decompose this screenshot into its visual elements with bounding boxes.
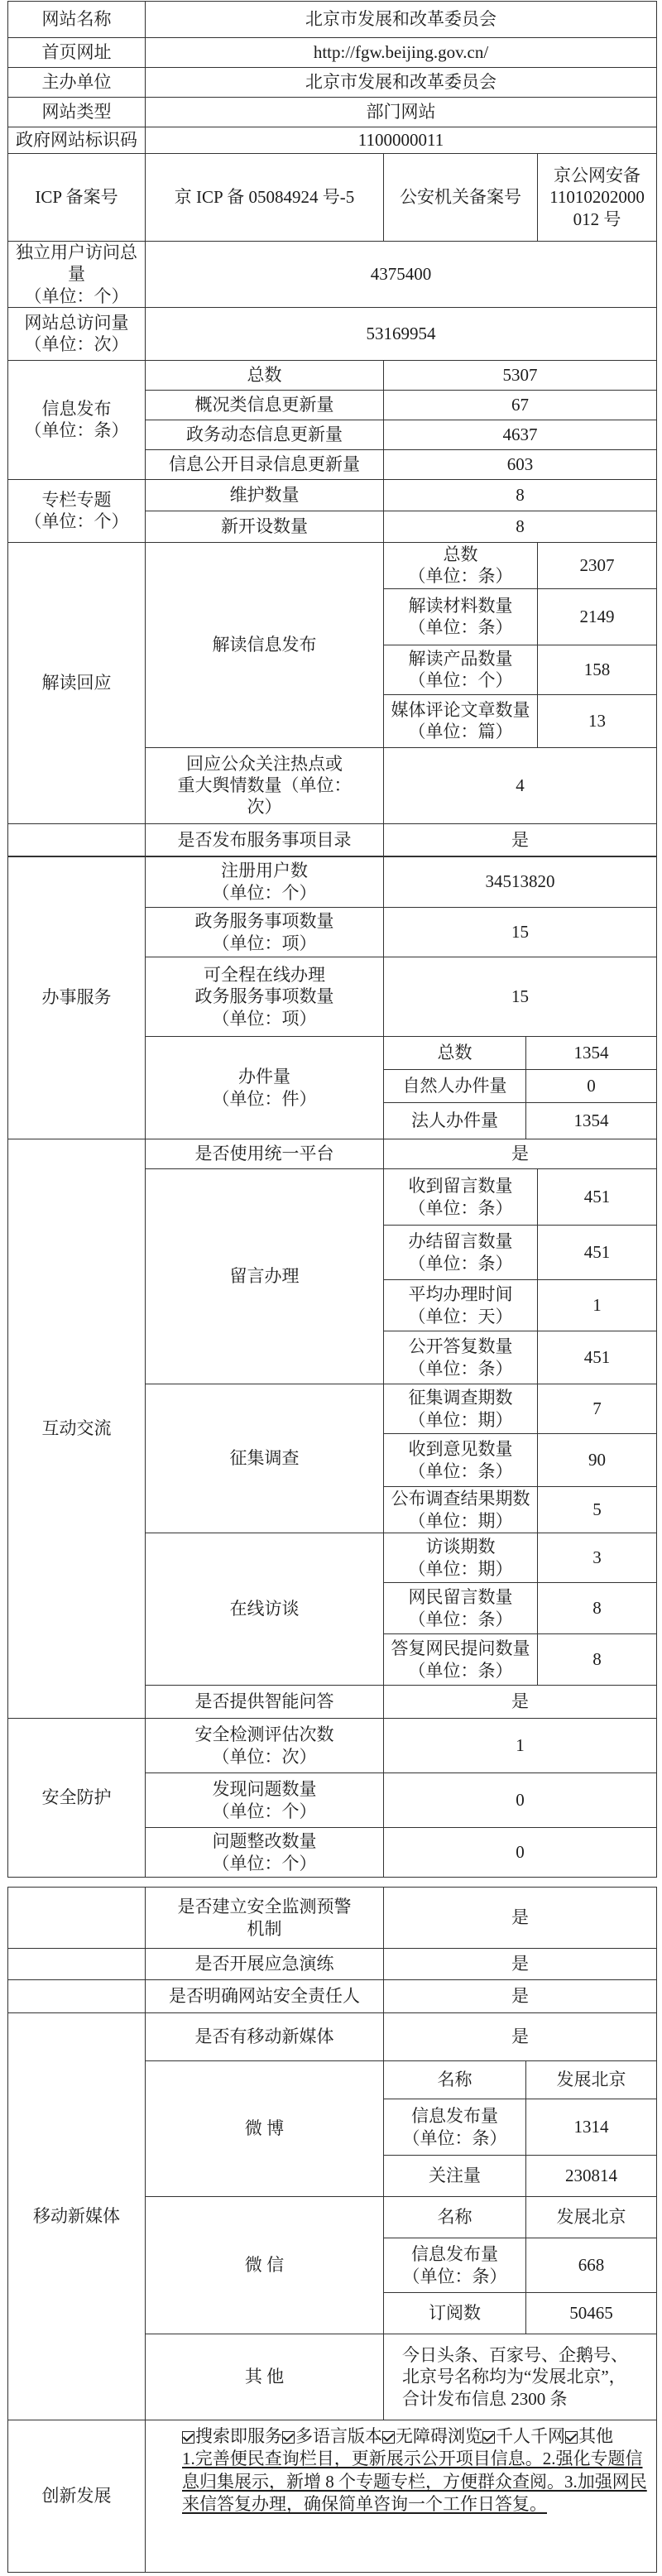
online-services-item-value: 15 [384, 908, 657, 957]
info-release-item-label: 概况类信息更新量 [146, 390, 384, 420]
homepage-label: 首页网址 [8, 38, 146, 68]
has-new-media-value: 是 [384, 2013, 657, 2061]
sponsor-label: 主办单位 [8, 68, 146, 98]
interpretation-release-label: 解读信息发布 [146, 542, 384, 747]
wechat-item-value: 668 [526, 2238, 657, 2293]
interviews-item-value: 8 [538, 1634, 657, 1686]
wechat-item-value: 发展北京 [526, 2197, 657, 2238]
cases-label: 办件量 （单位：件） [146, 1037, 384, 1139]
special-columns-label: 专栏专题 （单位：个） [8, 479, 146, 542]
security-item-value: 1 [384, 1719, 657, 1773]
icp-label: ICP 备案号 [8, 154, 146, 242]
unified-platform-value: 是 [384, 1139, 657, 1169]
site-type-label: 网站类型 [8, 98, 146, 127]
total-visits-value: 53169954 [146, 307, 657, 360]
innovation-option [482, 2426, 565, 2446]
cases-item-value: 0 [526, 1070, 657, 1103]
interviews-item-label: 网民留言数量 （单位：条） [384, 1583, 538, 1634]
special-columns-item-label: 新开设数量 [146, 511, 384, 542]
special-columns-item-label: 维护数量 [146, 479, 384, 511]
site-overview-table [7, 1, 657, 857]
interpretation-item-value: 13 [538, 694, 657, 747]
security-item-label: 问题整改数量 （单位：个） [146, 1828, 384, 1878]
surveys-item-label: 收到意见数量 （单位：条） [384, 1434, 538, 1487]
innovation-description: 1.完善便民查询栏目，更新展示公开项目信息。2.强化专题信息归集展示，新增 8 个专题专栏，方便群众查阅。3.加强网民来信答复办理，确保简单咨询一个工作日答复。 [182, 2449, 647, 2514]
innovation-label: 创新发展 [8, 2420, 146, 2573]
site-type-value: 部门网站 [146, 98, 657, 127]
interpretation-item-value: 2149 [538, 588, 657, 645]
security-item-label: 发现问题数量 （单位：个） [146, 1773, 384, 1828]
weibo-item-label: 名称 [384, 2061, 526, 2099]
messages-item-value: 451 [538, 1169, 657, 1226]
surveys-item-value: 7 [538, 1384, 657, 1434]
surveys-item-value: 5 [538, 1487, 657, 1533]
interpretation-item-label: 解读材料数量 （单位：条） [384, 588, 538, 645]
security-item-value: 0 [384, 1828, 657, 1878]
interpretation-item-label: 媒体评论文章数量 （单位：篇） [384, 694, 538, 747]
police-record-value: 京公网安备 11010202000 012 号 [538, 154, 657, 242]
cases-item-label: 自然人办件量 [384, 1070, 526, 1103]
online-services-item-label: 注册用户数 （单位：个） [146, 856, 384, 908]
innovation-option-label: 千人千网 [496, 2426, 565, 2446]
wechat-item-label: 订阅数 [384, 2293, 526, 2334]
interviews-item-value: 8 [538, 1583, 657, 1634]
messages-item-value: 451 [538, 1331, 657, 1384]
service-catalog-value: 是 [384, 823, 657, 856]
homepage-value: http://fgw.beijing.gov.cn/ [146, 38, 657, 68]
checkbox-checked-icon [182, 2431, 194, 2444]
interviews-item-label: 答复网民提问数量 （单位：条） [384, 1634, 538, 1686]
innovation-option-label: 多语言版本 [295, 2426, 382, 2446]
info-release-item-value: 603 [384, 449, 657, 479]
security-item-value: 0 [384, 1773, 657, 1828]
messages-item-label: 办结留言数量 （单位：条） [384, 1226, 538, 1280]
checkbox-checked-icon [382, 2431, 395, 2444]
surveys-label: 征集调查 [146, 1384, 384, 1533]
security-more-item-value: 是 [384, 1980, 657, 2013]
wechat-item-label: 信息发布量 （单位：条） [384, 2238, 526, 2293]
site-id-code-label: 政府网站标识码 [8, 127, 146, 154]
security-item-label: 安全检测评估次数 （单位：次） [146, 1719, 384, 1773]
interviews-item-label: 访谈期数 （单位：期） [384, 1533, 538, 1583]
unique-visitors-value: 4375400 [146, 242, 657, 308]
smart-qa-value: 是 [384, 1686, 657, 1719]
innovation-option-label: 其他 [578, 2426, 613, 2446]
wechat-item-value: 50465 [526, 2293, 657, 2334]
site-name-value: 北京市发展和改革委员会 [146, 2, 657, 38]
info-release-item-value: 67 [384, 390, 657, 420]
police-record-label: 公安机关备案号 [384, 154, 538, 242]
weibo-label: 微 博 [146, 2061, 384, 2197]
innovation-option-label: 搜索即服务 [195, 2426, 282, 2446]
innovation-option [182, 2426, 282, 2446]
messages-item-label: 公开答复数量 （单位：条） [384, 1331, 538, 1384]
smart-qa-label: 是否提供智能问答 [146, 1686, 384, 1719]
surveys-item-label: 公布调查结果期数 （单位：期） [384, 1487, 538, 1533]
service-catalog-label: 是否发布服务事项目录 [146, 823, 384, 856]
interpretation-item-value: 158 [538, 645, 657, 694]
sponsor-value: 北京市发展和改革委员会 [146, 68, 657, 98]
info-release-item-label: 总数 [146, 360, 384, 390]
online-services-item-label: 政务服务事项数量 （单位：项） [146, 908, 384, 957]
other-media-label: 其 他 [146, 2334, 384, 2420]
online-services-item-value: 34513820 [384, 856, 657, 908]
info-release-item-value: 5307 [384, 360, 657, 390]
public-response-label: 回应公众关注热点或 重大舆情数量（单位： 次） [146, 747, 384, 823]
special-columns-item-value: 8 [384, 511, 657, 542]
weibo-item-label: 关注量 [384, 2156, 526, 2197]
site-name-label: 网站名称 [8, 2, 146, 38]
online-services-item-value: 15 [384, 957, 657, 1037]
surveys-item-value: 90 [538, 1434, 657, 1487]
icp-value: 京 ICP 备 05084924 号-5 [146, 154, 384, 242]
new-media-label: 移动新媒体 [8, 2013, 146, 2420]
innovation-option [565, 2426, 613, 2446]
total-visits-label: 网站总访问量 （单位：次） [8, 307, 146, 360]
blank-cell [8, 1949, 146, 1980]
blank-cell [8, 1888, 146, 1949]
interpretation-label: 解读回应 [8, 542, 146, 823]
has-new-media-label: 是否有移动新媒体 [146, 2013, 384, 2061]
security-more-item-value: 是 [384, 1949, 657, 1980]
interpretation-item-value: 2307 [538, 542, 657, 588]
messages-item-value: 451 [538, 1226, 657, 1280]
interviews-item-value: 3 [538, 1533, 657, 1583]
innovation-content [146, 2420, 657, 2573]
messages-item-value: 1 [538, 1280, 657, 1331]
cases-item-value: 1354 [526, 1103, 657, 1139]
public-response-value: 4 [384, 747, 657, 823]
interviews-label: 在线访谈 [146, 1533, 384, 1686]
site-id-code-value: 1100000011 [146, 127, 657, 154]
interaction-label: 互动交流 [8, 1139, 146, 1719]
weibo-item-value: 1314 [526, 2099, 657, 2156]
checkbox-checked-icon [282, 2431, 295, 2444]
interpretation-item-label: 解读产品数量 （单位：个） [384, 645, 538, 694]
messages-item-label: 收到留言数量 （单位：条） [384, 1169, 538, 1226]
other-media-value: 今日头条、百家号、企鹅号、北京号名称均为“发展北京”，合计发布信息 2300 条 [384, 2334, 657, 2420]
innovation-options [182, 2425, 653, 2448]
cases-item-label: 法人办件量 [384, 1103, 526, 1139]
weibo-item-value: 230814 [526, 2156, 657, 2197]
blank-cell [8, 823, 146, 856]
innovation-option [382, 2426, 482, 2446]
interpretation-item-label: 总数 （单位：条） [384, 542, 538, 588]
special-columns-item-value: 8 [384, 479, 657, 511]
cases-item-value: 1354 [526, 1037, 657, 1070]
weibo-item-label: 信息发布量 （单位：条） [384, 2099, 526, 2156]
online-services-item-label: 可全程在线办理 政务服务事项数量 （单位：项） [146, 957, 384, 1037]
security-more-item-value: 是 [384, 1888, 657, 1949]
security-more-item-label: 是否建立安全监测预警 机制 [146, 1888, 384, 1949]
info-release-item-label: 政务动态信息更新量 [146, 420, 384, 449]
blank-cell [8, 1980, 146, 2013]
online-services-label: 办事服务 [8, 856, 146, 1139]
wechat-label: 微 信 [146, 2197, 384, 2334]
checkbox-checked-icon [482, 2431, 495, 2444]
surveys-item-label: 征集调查期数 （单位：期） [384, 1384, 538, 1434]
wechat-item-label: 名称 [384, 2197, 526, 2238]
unique-visitors-label: 独立用户访问总量 （单位：个） [8, 242, 146, 308]
checkbox-checked-icon [565, 2431, 578, 2444]
info-release-item-value: 4637 [384, 420, 657, 449]
unified-platform-label: 是否使用统一平台 [146, 1139, 384, 1169]
messages-item-label: 平均办理时间 （单位：天） [384, 1280, 538, 1331]
media-innovation-table [7, 1887, 657, 2573]
innovation-option-label: 无障碍浏览 [396, 2426, 482, 2446]
messages-label: 留言办理 [146, 1169, 384, 1384]
security-more-item-label: 是否明确网站安全责任人 [146, 1980, 384, 2013]
info-release-item-label: 信息公开目录信息更新量 [146, 449, 384, 479]
weibo-item-value: 发展北京 [526, 2061, 657, 2099]
info-release-label: 信息发布 （单位：条） [8, 360, 146, 479]
security-more-item-label: 是否开展应急演练 [146, 1949, 384, 1980]
cases-item-label: 总数 [384, 1037, 526, 1070]
security-label: 安全防护 [8, 1719, 146, 1878]
services-table [7, 856, 657, 1878]
innovation-option [282, 2426, 382, 2446]
